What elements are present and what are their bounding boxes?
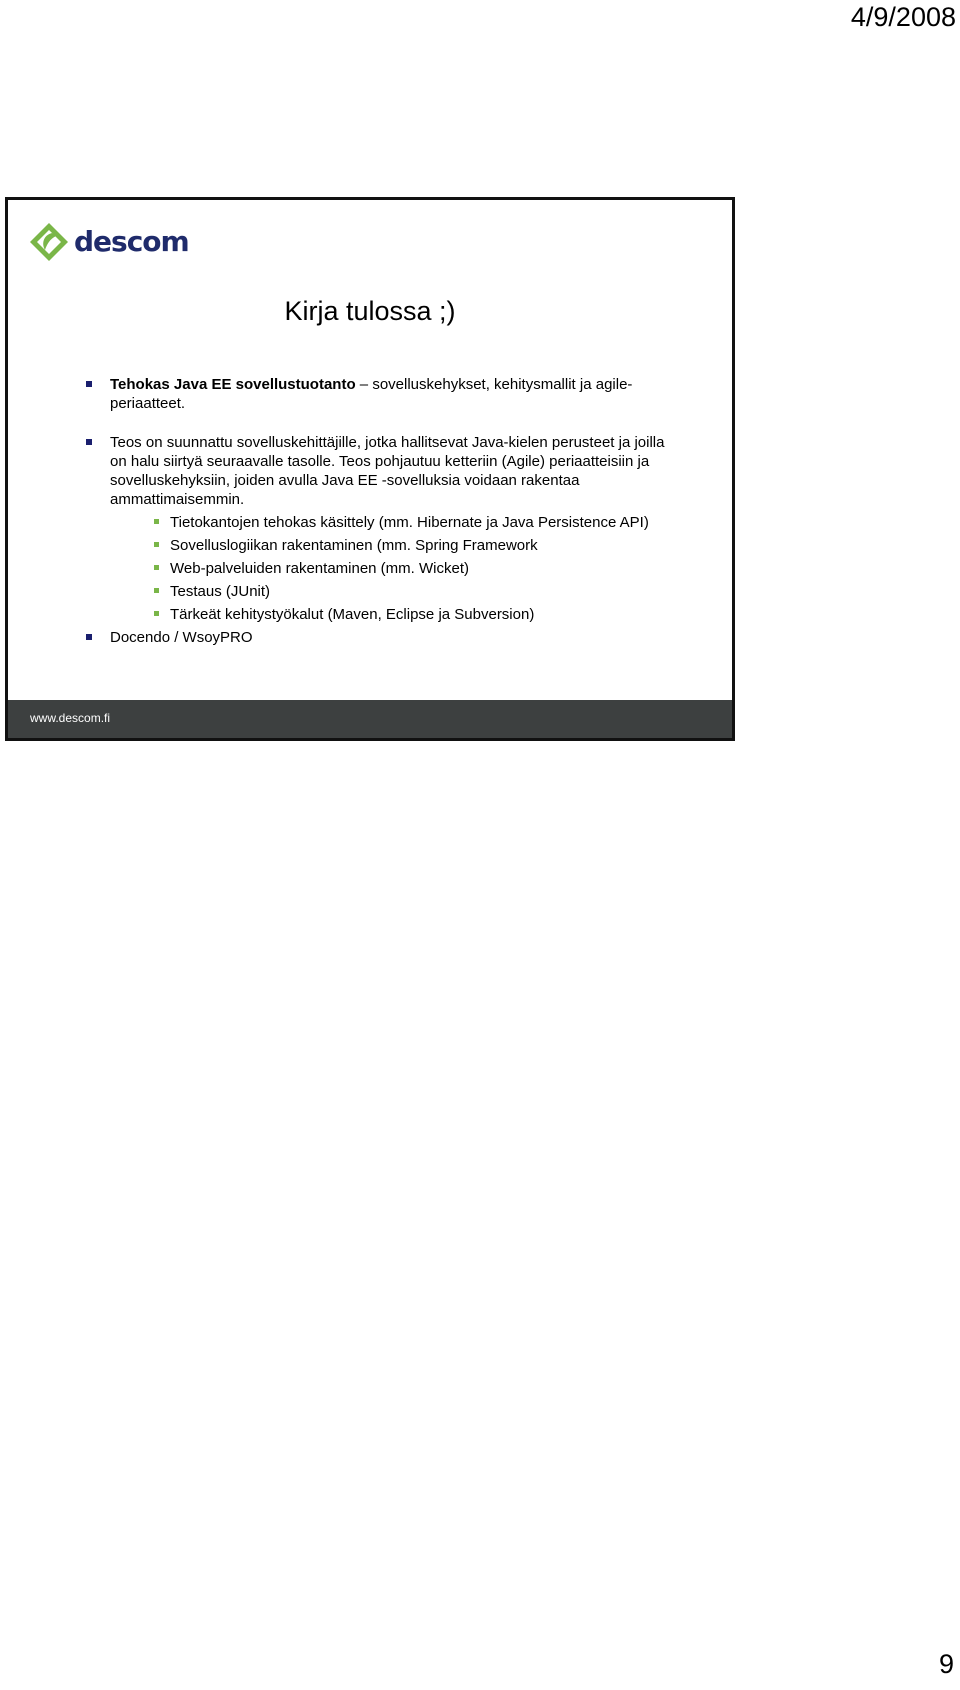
sub-bullet-item: [86, 605, 676, 624]
slide-footer: [8, 700, 732, 738]
sub-bullet-item: [86, 582, 676, 601]
sub-bullet-text: Tietokantojen tehokas käsittely (mm. Hibernate ja Java Persistence API): [170, 514, 649, 531]
square-bullet-icon: [86, 439, 92, 445]
descom-logo: [28, 220, 189, 264]
square-bullet-icon: [86, 381, 92, 387]
bullet-item: [86, 628, 676, 647]
square-bullet-icon: [154, 588, 159, 593]
square-bullet-icon: [86, 634, 92, 640]
square-bullet-icon: [154, 565, 159, 570]
page-number: 9: [938, 1649, 954, 1679]
book-description: Teos on suunnattu sovelluskehittäjille, jotka hallitsevat Java-kielen perusteet ja joilla on halu siirtyä seuraavalle tasolle. Teos pohjautuu ketteriin (Agile) periaatteisiin ja sovelluskehyksiin, joiden avulla Java EE -sovelluksia voidaan rakentaa ammattimaisemmin.: [110, 434, 665, 508]
square-bullet-icon: [154, 519, 159, 524]
sub-bullet-item: [86, 536, 676, 555]
publisher-text: Docendo / WsoyPRO: [110, 629, 253, 646]
sub-bullet-item: [86, 559, 676, 578]
bullet-item: [86, 433, 676, 509]
sub-bullet-text: Web-palveluiden rakentaminen (mm. Wicket): [170, 560, 469, 577]
slide: [5, 197, 735, 741]
square-bullet-icon: [154, 542, 159, 547]
logo-wordmark: descom: [74, 225, 189, 258]
sub-bullet-text: Testaus (JUnit): [170, 583, 271, 600]
sub-bullet-text: Sovelluslogiikan rakentaminen (mm. Spring Framework: [170, 537, 538, 554]
book-title: Tehokas Java EE sovellustuotanto: [110, 376, 356, 393]
book-subtitle: – sovelluskehykset, kehitysmallit ja agile-periaatteet.: [110, 376, 633, 412]
page-date: 4/9/2008: [850, 2, 956, 32]
sub-bullet-item: [86, 513, 676, 532]
footer-url: www.descom.fi: [30, 711, 111, 725]
bullet-item: [86, 375, 676, 413]
slide-title: Kirja tulossa ;): [284, 296, 456, 326]
slide-content: [86, 375, 676, 647]
sub-bullet-text: Tärkeät kehitystyökalut (Maven, Eclipse ja Subversion): [170, 606, 535, 623]
square-bullet-icon: [154, 611, 159, 616]
descom-logo-icon: [28, 221, 70, 263]
